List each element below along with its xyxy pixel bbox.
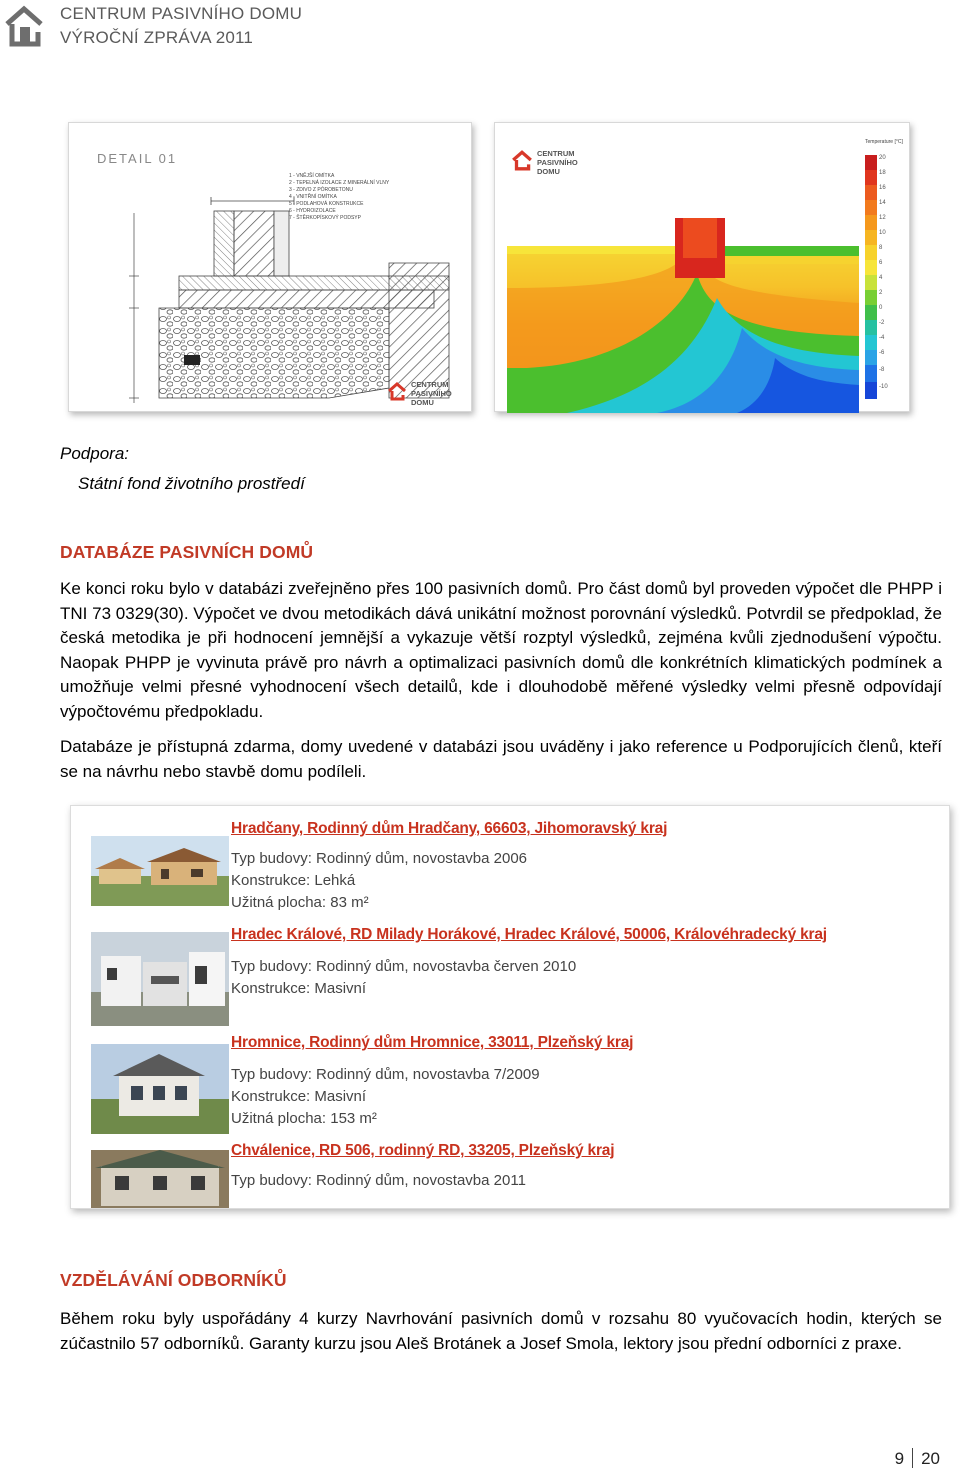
entry-title-link[interactable]: Hradec Králové, RD Milady Horákové, Hradec Králové, 50006, Královéhradecký kraj: [231, 926, 827, 943]
drawing-note: 5 - PODLAHOVÁ KONSTRUKCE: [289, 201, 364, 207]
scale-label: 16: [879, 185, 886, 191]
education-paragraph: Během roku byly uspořádány 4 kurzy Navrhování pasivních domů v rozsahu 80 vyučovacích hodin, kterých se zúčastnilo 57 odborníků. Garanty kurzu jsou Aleš Brotánek a Josef Smola, lektory jsou přední odborníci z praxe.: [60, 1309, 942, 1353]
scale-label: 20: [879, 155, 886, 161]
drawing-note: 1 - VNĚJŠÍ OMÍTKA: [289, 173, 335, 179]
construction-detail-drawing: [89, 183, 459, 408]
scale-label: 10: [879, 230, 886, 236]
scale-label: 12: [879, 215, 886, 221]
cpd-logo-text: CENTRUM PASIVNÍHO DOMU: [537, 149, 578, 176]
drawing-note: 7 - ŠTĚRKOPÍSKOVÝ PODSYP: [289, 215, 361, 221]
scale-label: 18: [879, 170, 886, 176]
entry-title-link[interactable]: Hromnice, Rodinný dům Hromnice, 33011, Plzeňský kraj: [231, 1034, 634, 1051]
scale-label: 0: [879, 305, 883, 311]
thermal-simulation-panel: [494, 122, 910, 412]
entry-info: Užitná plocha: 153 m²: [231, 1110, 377, 1127]
house-logo-icon: [4, 4, 44, 48]
detail-title: DETAIL 01: [97, 151, 178, 166]
temperature-scale-bar: [865, 155, 877, 399]
page-number: 9 20: [894, 1449, 940, 1468]
database-entry: [71, 918, 950, 1026]
drawing-note: 3 - ZDIVO Z PÓROBETONU: [289, 187, 353, 193]
house-photo: [91, 932, 229, 1026]
house-photo: [91, 1150, 229, 1209]
scale-label: 8: [879, 245, 883, 251]
cpd-logo-icon: [511, 149, 533, 171]
scale-label: -2: [879, 320, 885, 326]
database-entry: [71, 1136, 950, 1209]
detail-drawing-panel: [68, 122, 472, 412]
entry-info: Typ budovy: Rodinný dům, novostavba 7/2009: [231, 1066, 540, 1083]
detail-figure: [68, 118, 913, 418]
support-label: Podpora:: [60, 444, 129, 463]
section-heading-education: VZDĚLÁVÁNÍ ODBORNÍKŮ: [60, 1270, 287, 1290]
scale-label: 6: [879, 260, 883, 266]
header-subtitle: VÝROČNÍ ZPRÁVA 2011: [60, 28, 254, 47]
scale-label: 4: [879, 275, 883, 281]
thermal-field-map: [507, 218, 859, 413]
scale-title: Temperature [°C]: [865, 139, 903, 145]
scale-label: 2: [879, 290, 883, 296]
entry-info: Typ budovy: Rodinný dům, novostavba 2011: [231, 1172, 526, 1189]
section-heading-database: DATABÁZE PASIVNÍCH DOMŮ: [60, 542, 314, 562]
database-entry: [71, 1026, 950, 1138]
scale-label: 14: [879, 200, 886, 206]
entry-info: Typ budovy: Rodinný dům, novostavba červen 2010: [231, 958, 577, 975]
database-paragraph-2: Databáze je přístupná zdarma, domy uvedené v databázi jsou uváděny i jako reference u Podporujících členů, kteří se na návrhu nebo stavbě domu podíleli.: [60, 737, 942, 781]
scale-label: -4: [879, 335, 885, 341]
house-photo: [91, 1044, 229, 1134]
entry-info: Konstrukce: Masivní: [231, 1088, 367, 1105]
header-title: CENTRUM PASIVNÍHO DOMU: [60, 4, 303, 23]
scale-label: -6: [879, 350, 885, 356]
entry-info: Užitná plocha: 83 m²: [231, 894, 369, 911]
cpd-logo-icon: [387, 381, 407, 401]
entry-info: Typ budovy: Rodinný dům, novostavba 2006: [231, 850, 528, 867]
entry-info: Konstrukce: Masivní: [231, 980, 367, 997]
entry-info: Konstrukce: Lehká: [231, 872, 356, 889]
database-screenshot: [70, 805, 950, 1209]
scale-label: -10: [879, 384, 888, 390]
entry-title-link[interactable]: Chválenice, RD 506, rodinný RD, 33205, Plzeňský kraj: [231, 1142, 615, 1159]
cpd-logo-text: CENTRUM PASIVNÍHO DOMU: [411, 380, 452, 407]
page-header: [0, 0, 420, 52]
entry-title-link[interactable]: Hradčany, Rodinný dům Hradčany, 66603, Jihomoravský kraj: [231, 820, 668, 837]
drawing-note: 6 - HYDROIZOLACE: [289, 208, 336, 214]
house-photo: [91, 836, 229, 906]
drawing-note: 4 - VNITŘNÍ OMÍTKA: [289, 194, 337, 200]
database-entry: [71, 806, 950, 918]
scale-label: -8: [879, 367, 885, 373]
database-paragraph-1: Ke konci roku bylo v databázi zveřejněno přes 100 pasivních domů. Pro část domů byl proveden výpočet dle PHPP i TNI 73 0329(30). Výpočet ve dvou metodikách dává unikátní možnost porovnání výsledků. Potvrdil se předpoklad, že česká metodika je při hodnocení jemnější a vykazuje větší rozptyl výsledků, zejména kvůli zjednodušení výpočtu. Naopak PHPP je vyvinuta právě pro návrh a optimalizaci pasivních domů dle konkrétních klimatických podmínek a umožňuje velmi přesné vyhodnocení všech detailů, kde i dlouhodobě měřené výsledky velmi přesně odpovídají výpočtovému předpokladu.: [60, 579, 942, 721]
support-value: Státní fond životního prostředí: [78, 474, 305, 493]
drawing-note: 2 - TEPELNÁ IZOLACE Z MINERÁLNÍ VLNY: [289, 180, 390, 186]
